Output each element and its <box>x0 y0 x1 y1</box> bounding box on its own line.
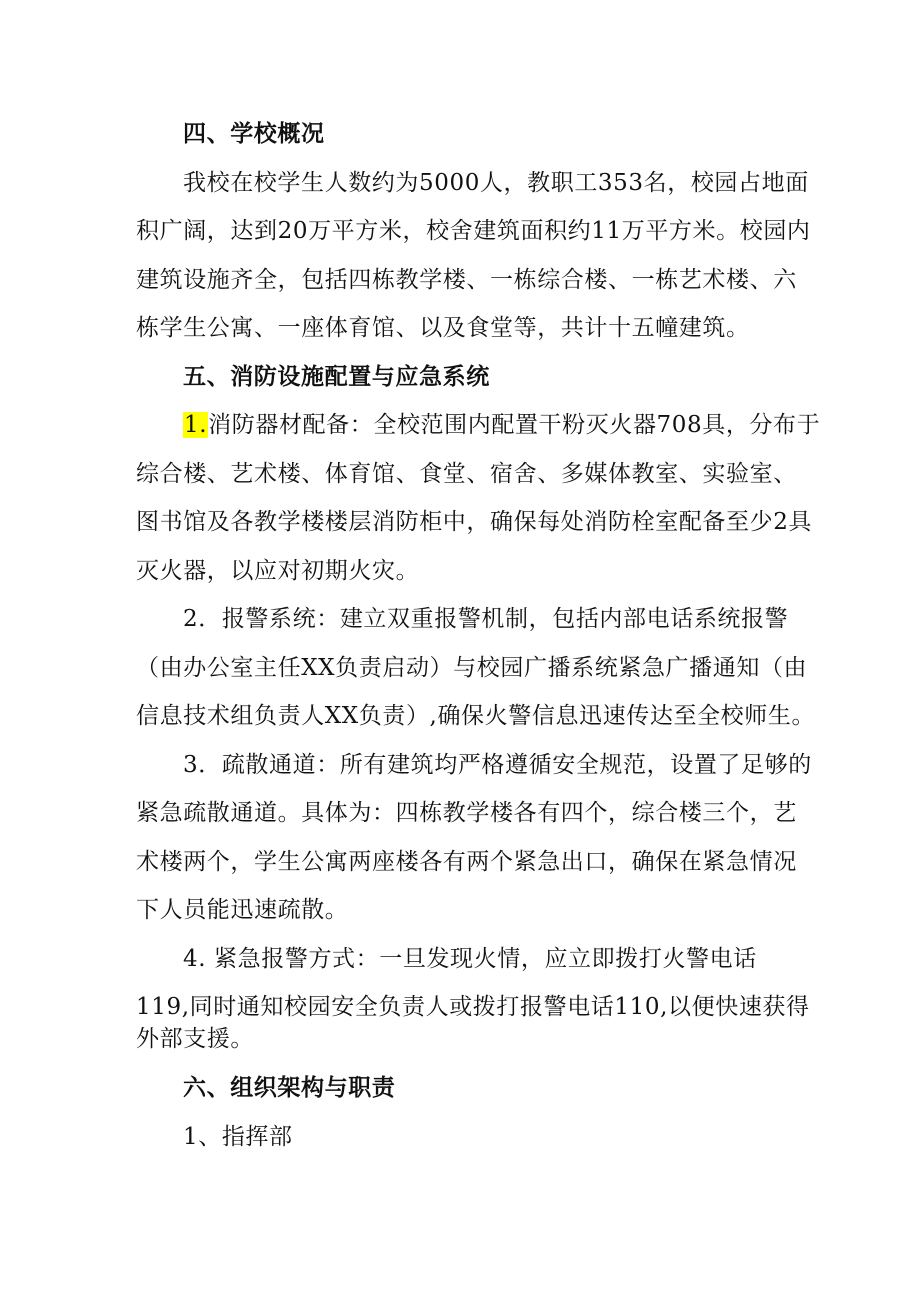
item-4-line-1: 4. 紧急报警方式：一旦发现火情，应立即拨打火警电话 <box>183 946 757 972</box>
section-4-heading: 四、学校概况 <box>183 121 325 147</box>
item-4-line-2: 119,同时通知校园安全负责人或拨打报警电话110,以便快速获得 <box>136 994 810 1020</box>
item-1-line-3: 图书馆及各教学楼楼层消防柜中，确保每处消防栓室配备至少2具 <box>136 509 813 535</box>
item-1-line-2: 综合楼、艺术楼、体育馆、食堂、宿舍、多媒体教室、实验室、 <box>136 461 797 487</box>
section-5-heading: 五、消防设施配置与应急系统 <box>183 364 490 390</box>
item-2-line-1: 2．报警系统：建立双重报警机制，包括内部电话系统报警 <box>183 606 789 632</box>
section-6-heading: 六、组织架构与职责 <box>183 1075 396 1101</box>
section-4-line-4: 栋学生公寓、一座体育馆、以及食堂等，共计十五幢建筑。 <box>136 315 750 341</box>
section-6-sub-1: 1、指挥部 <box>183 1124 293 1150</box>
highlighted-number: 1. <box>184 412 208 438</box>
item-2-line-2: （由办公室主任XX负责启动）与校园广播系统紧急广播通知（由 <box>136 655 808 681</box>
item-3-line-4: 下人员能迅速疏散。 <box>136 897 349 923</box>
item-3-line-3: 术楼两个，学生公寓两座楼各有两个紧急出口，确保在紧急情况 <box>136 849 797 875</box>
item-2-line-3: 信息技术组负责人XX负责）,确保火警信息迅速传达至全校师生。 <box>136 703 816 729</box>
item-3-line-2: 紧急疏散通道。具体为：四栋教学楼各有四个，综合楼三个，艺 <box>136 800 797 826</box>
item-1-line-4: 灭火器，以应对初期火灾。 <box>136 558 420 584</box>
item-3-line-1: 3．疏散通道：所有建筑均严格遵循安全规范，设置了足够的 <box>183 752 812 778</box>
item-1-line-1 <box>183 410 820 440</box>
item-1-line-1-text: 消防器材配备：全校范围内配置干粉灭火器708具，分布于 <box>208 412 821 438</box>
section-4-line-3: 建筑设施齐全，包括四栋教学楼、一栋综合楼、一栋艺术楼、六 <box>136 267 797 293</box>
section-4-line-2: 积广阔，达到20万平方米，校舍建筑面积约11万平方米。校园内 <box>136 218 811 244</box>
item-4-line-3: 外部支援。 <box>136 1026 254 1052</box>
section-4-line-1: 我校在校学生人数约为5000人，教职工353名，校园占地面 <box>183 170 809 196</box>
